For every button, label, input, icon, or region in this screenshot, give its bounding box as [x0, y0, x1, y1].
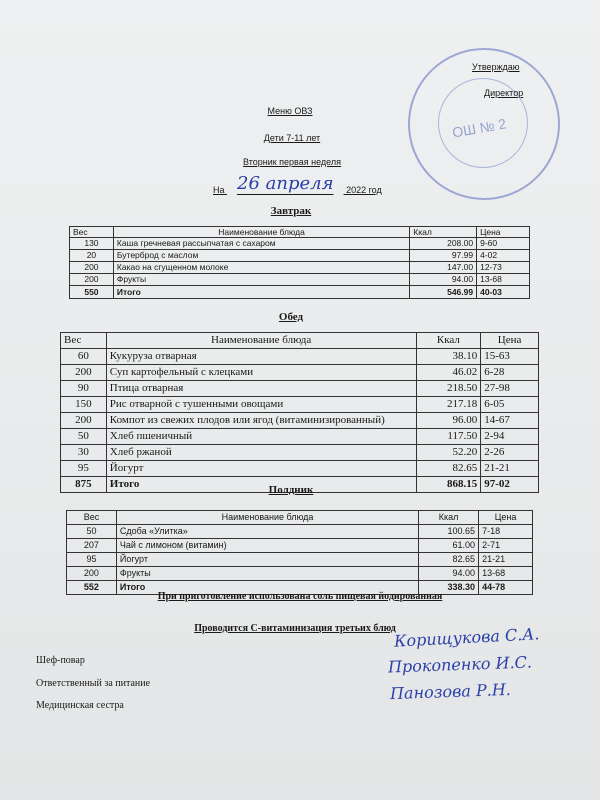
salt-note: При приготовление использована соль пищевая йодированная	[157, 591, 443, 602]
chef-label: Шеф-повар	[36, 655, 85, 666]
table-row: 60 Кукуруза отварная 38.10 15-63	[61, 349, 539, 365]
breakfast-header-row	[70, 227, 530, 238]
snack-table	[66, 510, 533, 595]
table-row: 200 Какао на сгущенном молоке 147.00 12-73	[70, 262, 530, 274]
col-dish: Наименование блюда	[106, 333, 416, 349]
menu-title: Меню ОВЗ	[267, 106, 313, 116]
col-weight: Вес	[67, 511, 117, 525]
age-group: Дети 7-11 лет	[263, 133, 321, 143]
col-weight: Вес	[61, 333, 107, 349]
col-price: Цена	[477, 227, 530, 238]
table-row: 207 Чай с лимоном (витамин) 61.00 2-71	[67, 539, 533, 553]
col-dish: Наименование блюда	[113, 227, 409, 238]
nutrition-label: Ответственный за питание	[36, 678, 151, 689]
table-row: 95 Йогурт 82.65 21-21	[61, 461, 539, 477]
lunch-table	[60, 332, 539, 493]
chef-signature: Корищукова С.А.	[393, 624, 540, 651]
nurse-label: Медицинская сестра	[36, 700, 124, 711]
snack-header-row	[67, 511, 533, 525]
date-prefix: На	[213, 185, 225, 195]
table-row: 95 Йогурт 82.65 21-21	[67, 553, 533, 567]
stamp-text: ОШ № 2	[451, 115, 508, 141]
breakfast-title: Завтрак	[270, 205, 312, 217]
col-kcal: Ккал	[419, 511, 479, 525]
table-row: 200 Фрукты 94.00 13-68	[67, 567, 533, 581]
date-year: 2022 год	[346, 185, 382, 195]
table-row: 50 Хлеб пшеничный 117.50 2-94	[61, 429, 539, 445]
col-dish: Наименование блюда	[116, 511, 418, 525]
table-row: 130 Каша гречневая рассыпчатая с сахаром 208.00 9-60	[70, 238, 530, 250]
vitamin-note: Проводится С-витаминизация третьих блюд	[194, 623, 396, 634]
day-of-week: Вторник первая неделя	[243, 157, 341, 167]
col-price: Цена	[481, 333, 539, 349]
col-kcal: Ккал	[410, 227, 477, 238]
table-row: 200 Суп картофельный с клецками 46.02 6-28	[61, 365, 539, 381]
table-row: 90 Птица отварная 218.50 27-98	[61, 381, 539, 397]
nutrition-signature: Прокопенко И.С.	[387, 652, 533, 677]
total-row: 550 Итого 546.99 40-03	[70, 286, 530, 299]
date-handwritten: 26 апреля	[237, 173, 334, 194]
lunch-header-row	[61, 333, 539, 349]
date-line	[213, 173, 382, 198]
table-row: 50 Сдоба «Улитка» 100.65 7-18	[67, 525, 533, 539]
nurse-signature: Панозова Р.Н.	[389, 679, 512, 704]
approve-label: Утверждаю	[472, 62, 520, 72]
table-row: 30 Хлеб ржаной 52.20 2-26	[61, 445, 539, 461]
table-row: 200 Фрукты 94.00 13-68	[70, 274, 530, 286]
col-price: Цена	[479, 511, 533, 525]
total-row: 875 Итого 868.15 97-02	[61, 477, 539, 493]
total-row: 552 Итого 338.30 44-78	[67, 581, 533, 595]
snack-title: Полдник	[268, 484, 314, 496]
col-kcal: Ккал	[416, 333, 481, 349]
table-row: 200 Компот из свежих плодов или ягод (витаминизированный) 96.00 14-67	[61, 413, 539, 429]
col-weight: Вес	[70, 227, 114, 238]
table-row: 150 Рис отварной с тушенными овощами 217.18 6-05	[61, 397, 539, 413]
lunch-title: Обед	[278, 311, 304, 323]
director-label: Директор	[484, 88, 524, 98]
breakfast-table	[69, 226, 530, 299]
table-row: 20 Бутерброд с маслом 97.99 4-02	[70, 250, 530, 262]
